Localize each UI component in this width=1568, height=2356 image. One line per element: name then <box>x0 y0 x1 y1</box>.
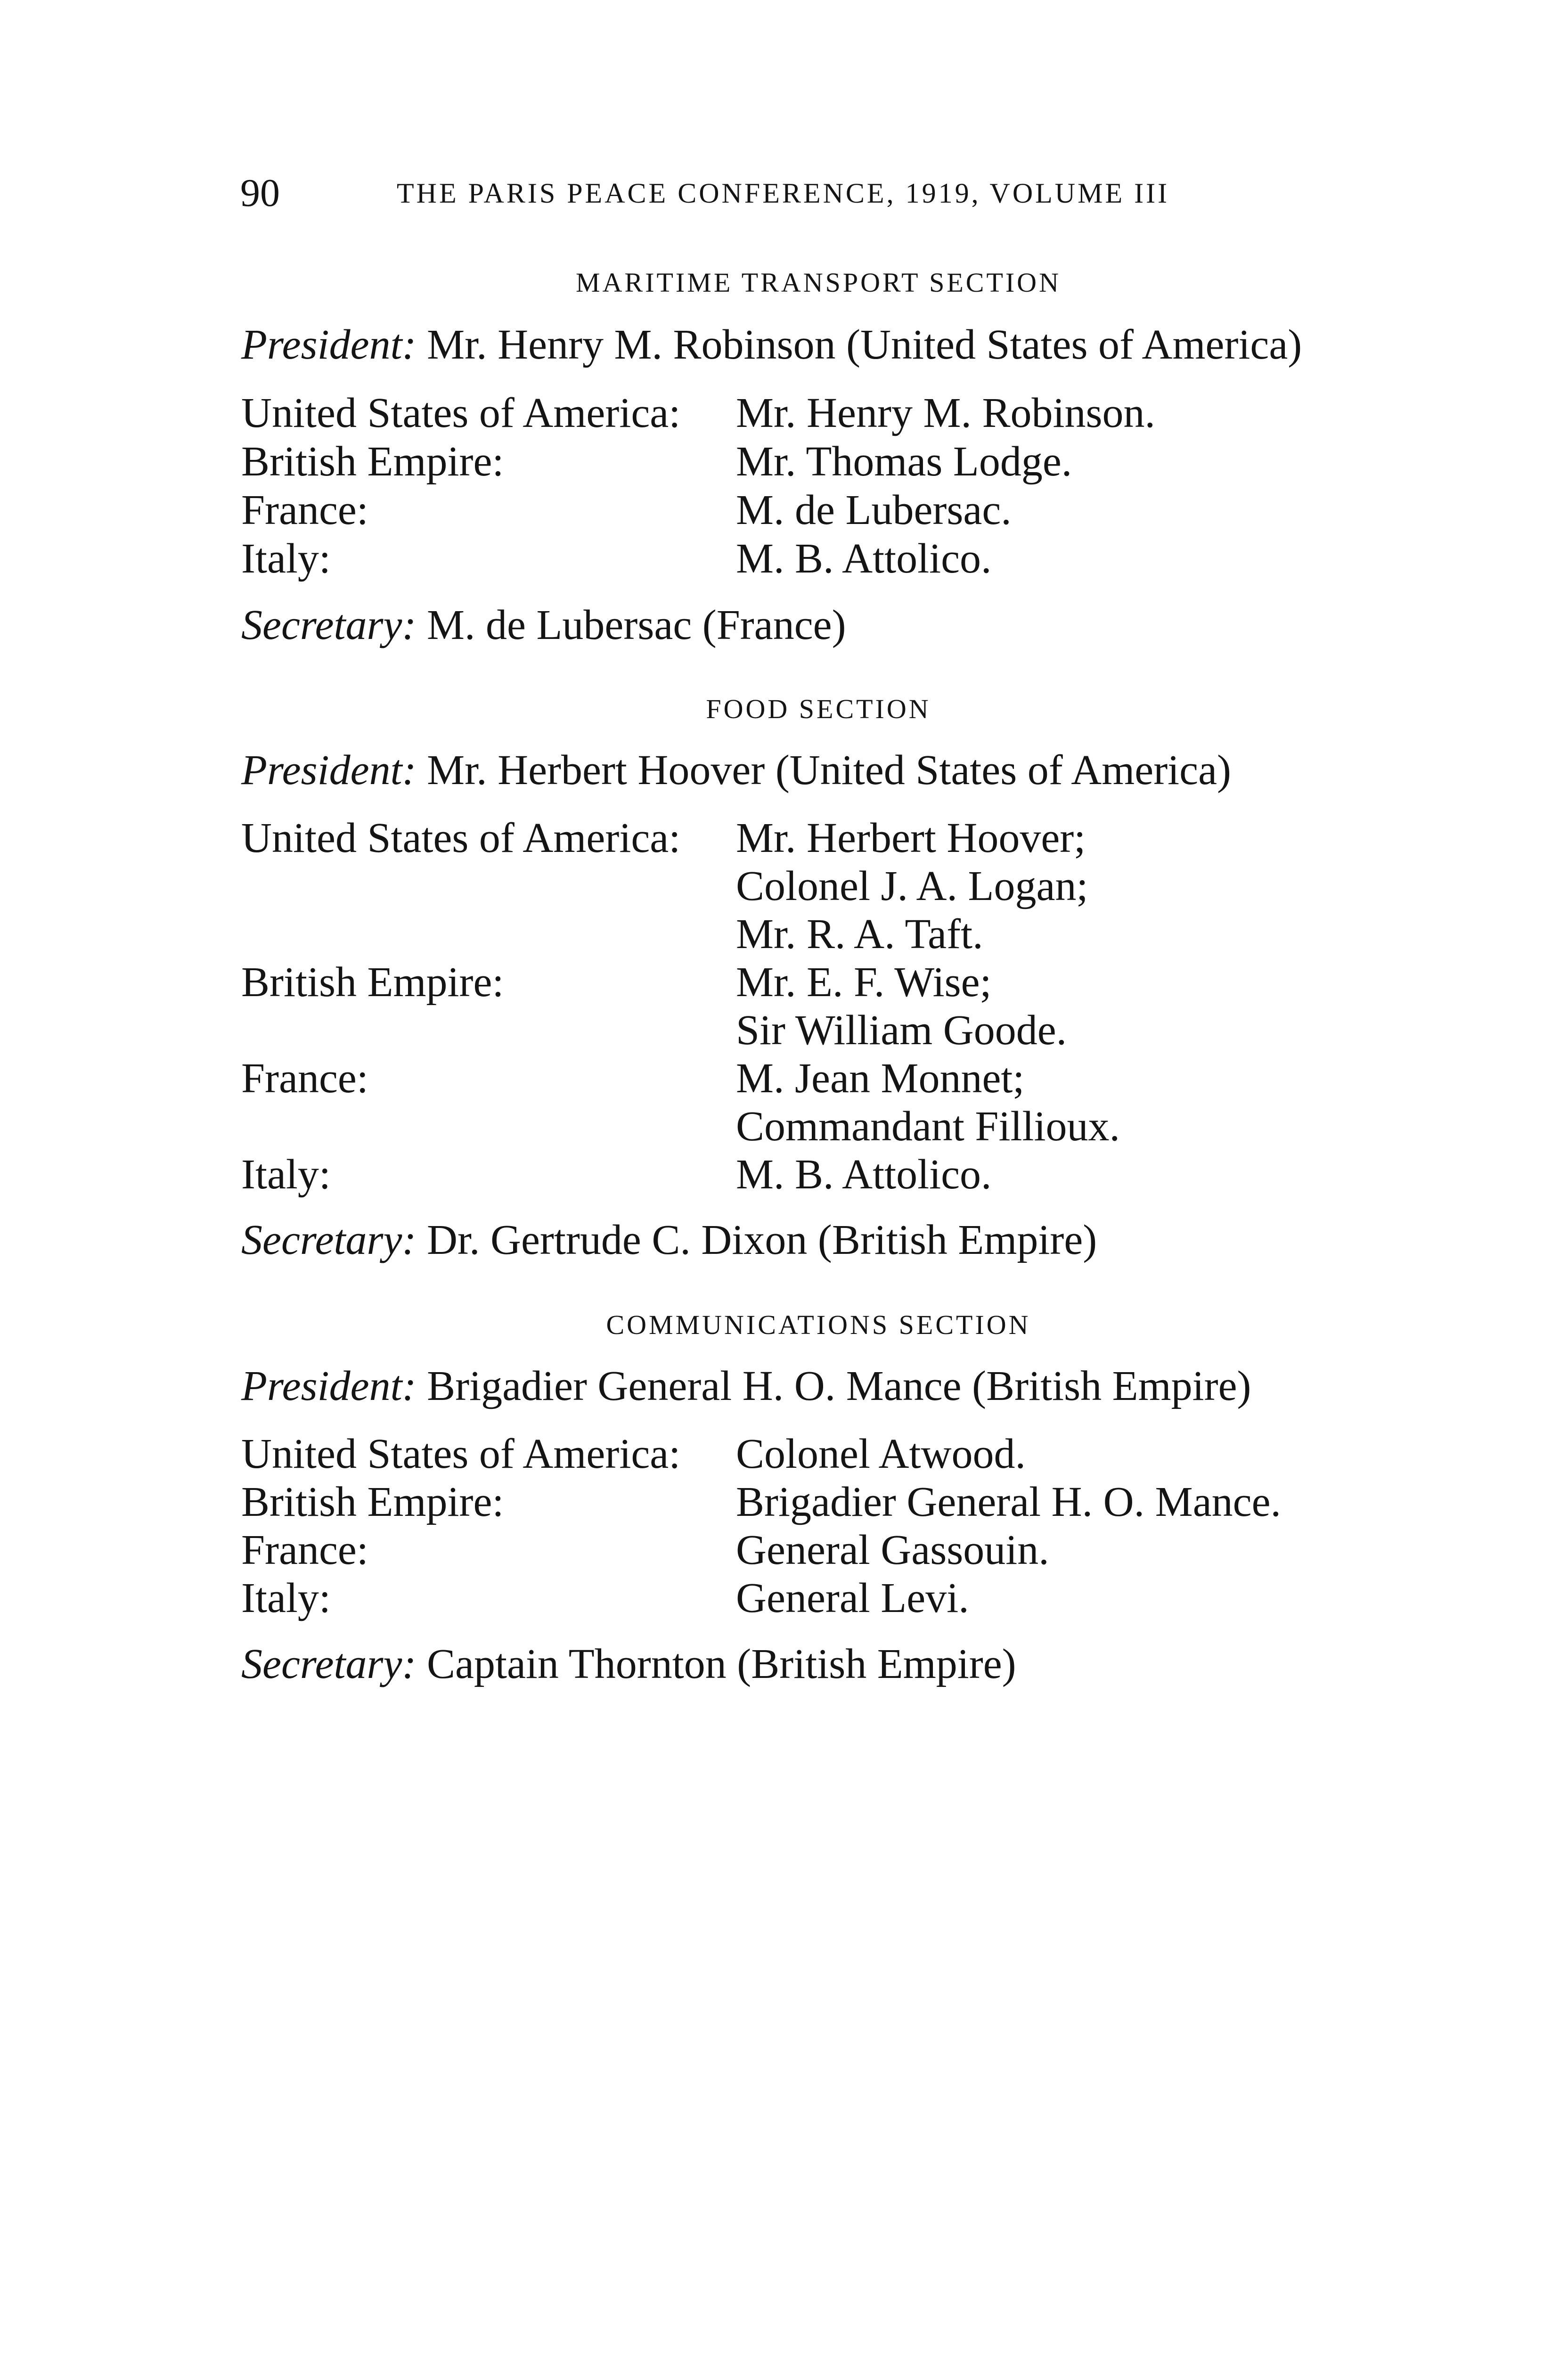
member-delegate: General Gassouin. <box>736 1527 1049 1573</box>
member-delegate: M. de Lubersac. <box>736 487 1012 533</box>
section-heading: COMMUNICATIONS SECTION <box>606 1309 1031 1340</box>
secretary-line <box>241 1640 1016 1689</box>
member-country: France: <box>241 1527 368 1573</box>
member-country: British Empire: <box>241 438 504 485</box>
secretary-name: Captain Thornton (British Empire) <box>426 1641 1016 1687</box>
secretary-label: Secretary: <box>241 1217 416 1263</box>
member-delegate: Colonel J. A. Logan; <box>736 863 1088 909</box>
section-heading: FOOD SECTION <box>706 694 931 724</box>
president-name: Brigadier General H. O. Mance (British Empire) <box>427 1363 1251 1409</box>
member-country: Italy: <box>241 535 331 582</box>
member-country: France: <box>241 487 368 533</box>
president-name: Mr. Herbert Hoover (United States of America) <box>427 747 1232 794</box>
member-delegate: M. B. Attolico. <box>736 1151 992 1198</box>
president-line <box>241 1362 1251 1411</box>
member-country: Italy: <box>241 1575 331 1621</box>
member-delegate: Mr. Herbert Hoover; <box>736 815 1086 861</box>
member-country: British Empire: <box>241 1479 504 1525</box>
page-number: 90 <box>240 171 280 215</box>
member-delegate: Mr. Henry M. Robinson. <box>736 390 1156 436</box>
member-delegate: Mr. R. A. Taft. <box>736 911 983 957</box>
member-delegate: Mr. E. F. Wise; <box>736 959 992 1006</box>
secretary-label: Secretary: <box>241 1641 416 1687</box>
member-country: United States of America: <box>241 390 681 436</box>
member-country: France: <box>241 1055 368 1102</box>
member-delegate: Colonel Atwood. <box>736 1431 1026 1477</box>
page-header <box>240 167 1338 219</box>
member-delegate: Brigadier General H. O. Mance. <box>736 1479 1282 1525</box>
running-title: THE PARIS PEACE CONFERENCE, 1919, VOLUME III <box>397 178 1170 209</box>
president-line <box>241 746 1231 795</box>
member-delegate: M. B. Attolico. <box>736 535 992 582</box>
member-country: United States of America: <box>241 815 681 861</box>
president-label: President: <box>241 1363 416 1409</box>
member-delegate: Sir William Goode. <box>736 1007 1067 1054</box>
secretary-line <box>241 1216 1097 1265</box>
member-delegate: Commandant Fillioux. <box>736 1103 1120 1150</box>
president-label: President: <box>241 321 416 368</box>
member-delegate: General Levi. <box>736 1575 969 1621</box>
member-country: United States of America: <box>241 1431 681 1477</box>
secretary-label: Secretary: <box>241 602 416 648</box>
president-line <box>241 320 1302 369</box>
member-country: Italy: <box>241 1151 331 1198</box>
president-name: Mr. Henry M. Robinson (United States of America) <box>427 321 1302 368</box>
member-delegate: Mr. Thomas Lodge. <box>736 438 1072 485</box>
member-delegate: M. Jean Monnet; <box>736 1055 1025 1102</box>
secretary-line <box>241 601 846 650</box>
president-label: President: <box>241 747 416 794</box>
section-heading: MARITIME TRANSPORT SECTION <box>576 267 1061 298</box>
secretary-name: M. de Lubersac (France) <box>426 602 846 648</box>
secretary-name: Dr. Gertrude C. Dixon (British Empire) <box>426 1217 1097 1263</box>
member-country: British Empire: <box>241 959 504 1006</box>
